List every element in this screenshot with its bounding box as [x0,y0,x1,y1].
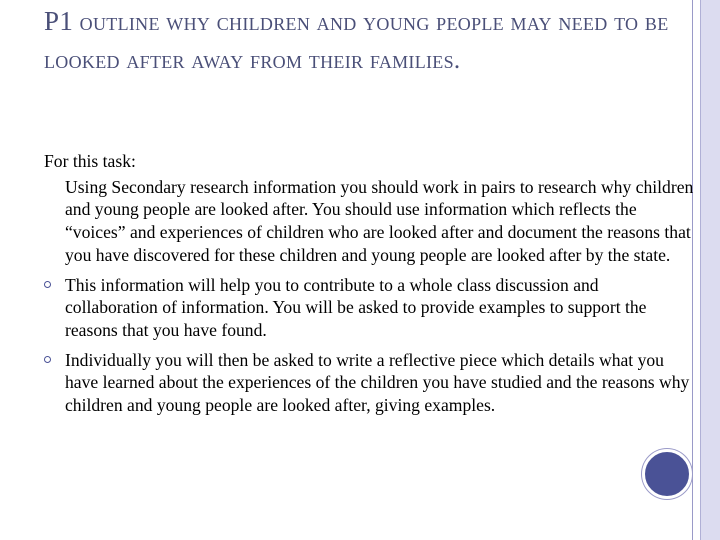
intro-text: For this task: [44,151,136,171]
bullet-text: Individually you will then be asked to write a reflective piece which details what you have learned about the experiences of the children you have studied and the reasons why children and young people are looked after, giving examples. [65,349,690,416]
title-lead: P1 [44,6,74,36]
paragraph-text: Using Secondary research information you should work in pairs to research why children and young people are looked after. You should use information which reflects the “voices” and experiences of children who are looked after and document the reasons that you have discovered for these children and young people are looked after by the state. [65,176,694,265]
title-text: outline why children and young people may need to be looked after away from their families. [44,9,669,74]
bullet-item-discussion [44,274,694,342]
slide-body [44,150,694,424]
bullet-text: This information will help you to contribute to a whole class discussion and collaboration of information. You will be asked to provide examples to support the reasons that you have found. [65,274,647,340]
bullet-circle-icon [44,356,51,363]
right-rail-decoration [690,0,720,540]
bullet-circle-icon [44,281,51,288]
rail-band [701,0,720,540]
bullet-item-reflective-piece [44,349,694,417]
slide-title [44,2,684,80]
paragraph-research [44,176,694,267]
circle-ornament [642,449,692,499]
